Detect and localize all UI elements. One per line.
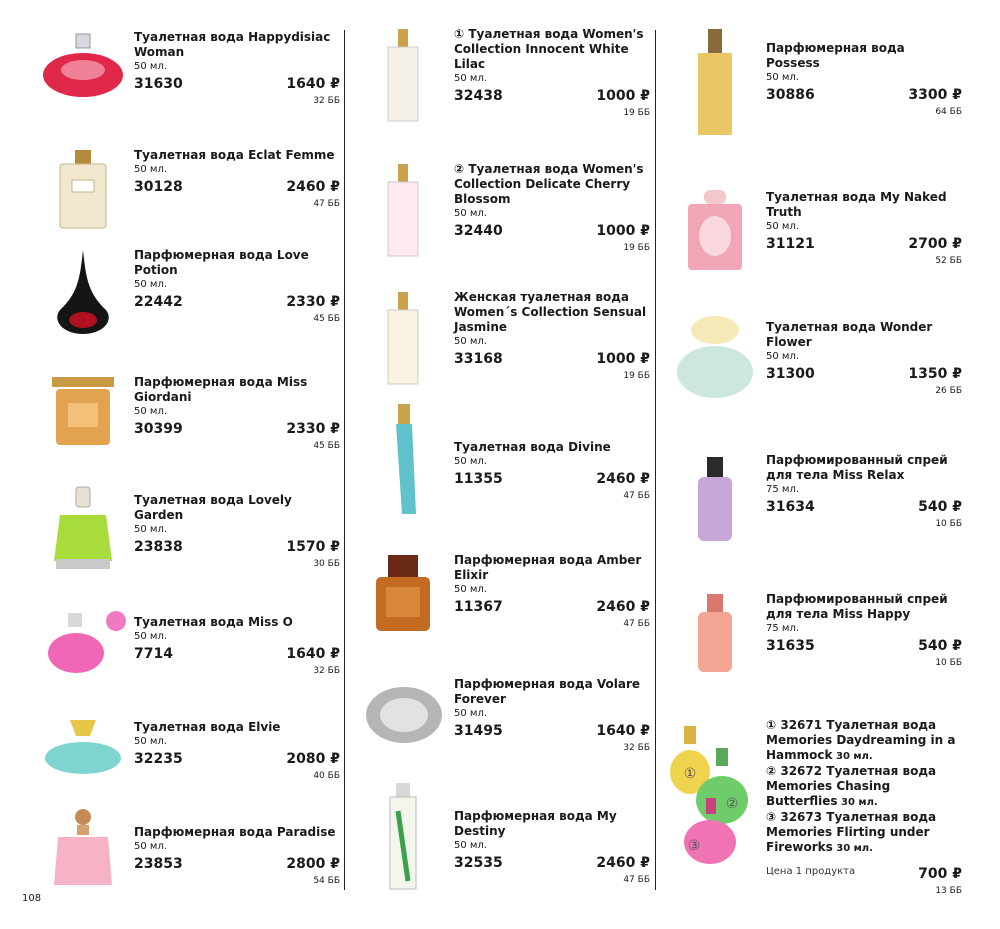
product-points: 54 ББ (313, 876, 340, 886)
perfume-bottle-icon (38, 718, 128, 778)
product-points: 19 ББ (623, 371, 650, 381)
product-code: 31300 (766, 366, 815, 382)
product-name: Парфюмированный спрей для тела Miss Relax (766, 453, 948, 482)
product-points: 19 ББ (623, 243, 650, 253)
memories-line: ② 32672 Туалетная вода Memories Chasing Butterflies 30 мл. (766, 764, 937, 808)
memories-line: ③ 32673 Туалетная вода Memories Flirting under Fireworks 30 мл. (766, 810, 937, 854)
product-name: Парфюмерная вода Paradise (134, 825, 336, 839)
product-code: 23853 (134, 856, 183, 872)
product-volume: 50 мл. (134, 631, 168, 642)
perfume-bottle-icon (38, 148, 128, 230)
product-points: 30 ББ (313, 559, 340, 569)
column-divider (344, 30, 345, 890)
product-volume: 50 мл. (134, 164, 168, 175)
product-name: Парфюмерная вода Amber Elixir (454, 553, 642, 582)
product-name: Туалетная вода Lovely Garden (134, 493, 292, 522)
product-points: 47 ББ (623, 491, 650, 501)
product-points: 32 ББ (313, 96, 340, 106)
perfume-bottle-icon (38, 485, 128, 575)
product-code: 31121 (766, 236, 815, 252)
product-name: Туалетная вода Happydisiac Woman (134, 30, 331, 59)
product-name: Туалетная вода My Naked Truth (766, 190, 947, 219)
product-price: 1350 ₽ (908, 366, 962, 382)
product-volume: 50 мл. (454, 208, 488, 219)
product-points: 19 ББ (623, 108, 650, 118)
product-points: 64 ББ (935, 107, 962, 117)
product-volume: 50 мл. (454, 840, 488, 851)
product-points: 32 ББ (623, 743, 650, 753)
product-code: 33168 (454, 351, 503, 367)
product-price: 1000 ₽ (596, 88, 650, 104)
product-code: 32235 (134, 751, 183, 767)
product-volume: 50 мл. (134, 736, 168, 747)
product-points: 45 ББ (313, 314, 340, 324)
unit-price-note: Цена 1 продукта (766, 866, 856, 877)
product-points: 10 ББ (935, 519, 962, 529)
product-name: Туалетная вода Eclat Femme (134, 148, 335, 162)
perfume-bottle-icon (670, 27, 760, 139)
product-name: ② Туалетная вода Women's Collection Delicate Cherry Blossom (454, 162, 644, 206)
product-volume: 50 мл. (134, 61, 168, 72)
product-points: 47 ББ (623, 619, 650, 629)
product-points: 13 ББ (935, 886, 962, 896)
memories-line: ① 32671 Туалетная вода Memories Daydreaming in a Hammock 30 мл. (766, 718, 956, 762)
body-spray-icon (670, 455, 760, 543)
product-points: 45 ББ (313, 441, 340, 451)
product-volume: 50 мл. (134, 279, 168, 290)
product-name: Туалетная вода Elvie (134, 720, 281, 734)
product-price: 1570 ₽ (286, 539, 340, 555)
page-number: 108 (22, 893, 42, 904)
product-code: 23838 (134, 539, 183, 555)
product-points: 32 ББ (313, 666, 340, 676)
product-name: Туалетная вода Miss O (134, 615, 293, 629)
product-code: 22442 (134, 294, 183, 310)
product-price: 1000 ₽ (596, 351, 650, 367)
product-price: 2460 ₽ (286, 179, 340, 195)
perfume-bottle-icon (358, 781, 448, 891)
product-price: 2460 ₽ (596, 471, 650, 487)
product-name: Парфюмерная вода Miss Giordani (134, 375, 308, 404)
product-code: 32440 (454, 223, 503, 239)
product-volume: 50 мл. (134, 841, 168, 852)
product-price: 700 ₽ (918, 866, 962, 882)
product-name: Парфюмерная вода Love Potion (134, 248, 309, 277)
product-code: 31635 (766, 638, 815, 654)
product-volume: 50 мл. (766, 351, 800, 362)
product-price: 1000 ₽ (596, 223, 650, 239)
product-points: 26 ББ (935, 386, 962, 396)
product-volume: 50 мл. (454, 456, 488, 467)
perfume-bottle-icon (38, 807, 128, 889)
product-volume: 50 мл. (134, 406, 168, 417)
product-volume: 50 мл. (454, 73, 488, 84)
product-code: 31630 (134, 76, 183, 92)
product-volume: 50 мл. (766, 221, 800, 232)
product-code: 11367 (454, 599, 503, 615)
perfume-bottle-icon (358, 402, 448, 518)
product-code: 31495 (454, 723, 503, 739)
product-name: Туалетная вода Wonder Flower (766, 320, 933, 349)
product-name: Парфюмированный спрей для тела Miss Happy (766, 592, 948, 621)
product-points: 52 ББ (935, 256, 962, 266)
perfume-trio-icon (670, 722, 760, 870)
perfume-bottle-icon (670, 188, 760, 272)
product-volume: 50 мл. (134, 524, 168, 535)
product-price: 2460 ₽ (596, 855, 650, 871)
product-volume: 50 мл. (454, 336, 488, 347)
product-name: Женская туалетная вода Women´s Collection Sensual Jasmine (454, 290, 647, 334)
perfume-bottle-icon (358, 290, 448, 386)
product-code: 30399 (134, 421, 183, 437)
product-code: 32535 (454, 855, 503, 871)
svg-text:①: ① (683, 766, 697, 782)
product-volume: 50 мл. (454, 584, 488, 595)
column-divider (655, 30, 656, 890)
product-code: 30886 (766, 87, 815, 103)
svg-text:②: ② (725, 796, 739, 812)
perfume-atomizer-icon (38, 607, 128, 677)
perfume-bottle-icon (358, 162, 448, 258)
product-price: 540 ₽ (918, 638, 962, 654)
perfume-bottle-icon (38, 248, 128, 338)
perfume-bottle-icon (358, 553, 448, 633)
product-volume: 75 мл. (766, 484, 800, 495)
product-name: Парфюмерная вода My Destiny (454, 809, 617, 838)
product-code: 11355 (454, 471, 503, 487)
product-price: 2080 ₽ (286, 751, 340, 767)
product-code: 31634 (766, 499, 815, 515)
product-code: 7714 (134, 646, 173, 662)
product-points: 47 ББ (623, 875, 650, 885)
product-volume: 50 мл. (766, 72, 800, 83)
product-price: 2700 ₽ (908, 236, 962, 252)
svg-text:③: ③ (687, 838, 701, 854)
body-spray-icon (670, 592, 760, 674)
perfume-bottle-icon (670, 312, 760, 402)
product-price: 1640 ₽ (286, 76, 340, 92)
product-code: 32438 (454, 88, 503, 104)
product-points: 40 ББ (313, 771, 340, 781)
perfume-bottle-icon (358, 27, 448, 123)
product-code: 30128 (134, 179, 183, 195)
product-price: 540 ₽ (918, 499, 962, 515)
product-price: 1640 ₽ (286, 646, 340, 662)
product-name: Парфюмерная вода Volare Forever (454, 677, 641, 706)
perfume-bottle-icon (38, 30, 128, 110)
perfume-bottle-icon (38, 375, 128, 447)
product-points: 10 ББ (935, 658, 962, 668)
product-price: 2800 ₽ (286, 856, 340, 872)
perfume-bottle-icon (358, 677, 448, 747)
product-volume: 50 мл. (454, 708, 488, 719)
product-points: 47 ББ (313, 199, 340, 209)
product-price: 3300 ₽ (908, 87, 962, 103)
product-name: Парфюмерная вода Possess (766, 41, 905, 70)
product-price: 1640 ₽ (596, 723, 650, 739)
product-price: 2330 ₽ (286, 421, 340, 437)
product-name: ① Туалетная вода Women's Collection Innocent White Lilac (454, 27, 644, 71)
product-price: 2460 ₽ (596, 599, 650, 615)
product-volume: 75 мл. (766, 623, 800, 634)
product-price: 2330 ₽ (286, 294, 340, 310)
product-name: Туалетная вода Divine (454, 440, 611, 454)
